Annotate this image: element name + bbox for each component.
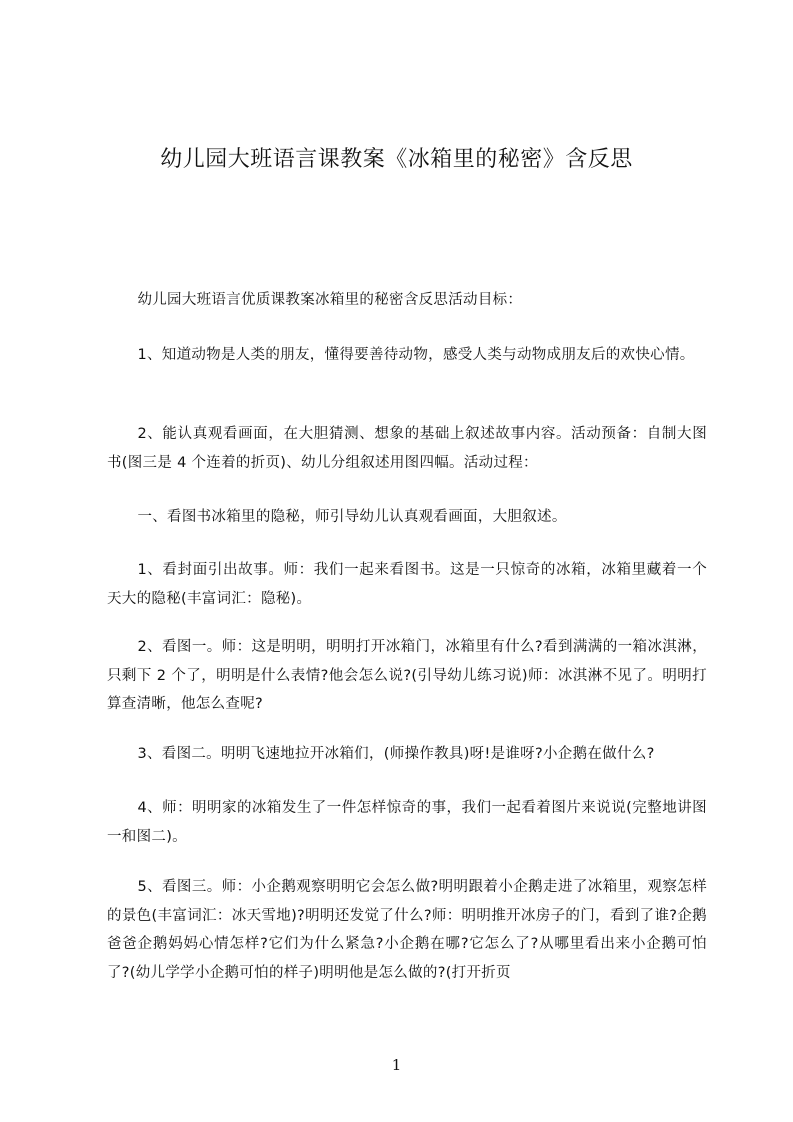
paragraph-goal-1: 1、知道动物是人类的朋友，懂得要善待动物，感受人类与动物成朋友后的欢快心情。 xyxy=(137,347,695,363)
paragraph-step-3: 3、看图二。明明飞速地拉开冰箱们，(师操作教具)呀!是谁呀?小企鹅在做什么? xyxy=(137,746,655,762)
paragraph-goal-2: 2、能认真观看画面，在大胆猜测、想象的基础上叙述故事内容。活动预备：自制大图书(图三是 4 个连着的折页)、幼儿分组叙述用图四幅。活动过程： xyxy=(107,426,707,471)
paragraph-section-1: 一、看图书冰箱里的隐秘，师引导幼儿认真观看画面，大胆叙述。 xyxy=(137,509,567,525)
paragraph-intro: 幼儿园大班语言优质课教案冰箱里的秘密含反思活动目标： xyxy=(137,292,523,308)
paragraph-step-5: 5、看图三。师：小企鹅观察明明它会怎么做?明明跟着小企鹅走进了冰箱里，观察怎样的景色(丰富词汇：冰天雪地)?明明还发觉了什么?师：明明推开冰房子的门，看到了谁?企鹅爸爸企鹅妈妈心情怎样?它们为什么紧急?小企鹅在哪?它怎么了?从哪里看出来小企鹅可怕了?(幼儿学学小企鹅可怕的样子)明明他是怎么做的?(打开折页 xyxy=(107,879,707,981)
paragraph-step-2: 2、看图一。师：这是明明，明明打开冰箱门，冰箱里有什么?看到满满的一箱冰淇淋，只剩下 2 个了，明明是什么表情?他会怎么说?(引导幼儿练习说)师：冰淇淋不见了。明明打算查清晰，他怎么查呢? xyxy=(107,639,707,712)
paragraph-step-1: 1、看封面引出故事。师：我们一起来看图书。这是一只惊奇的冰箱，冰箱里藏着一个天大的隐秘(丰富词汇：隐秘)。 xyxy=(107,562,707,607)
paragraph-step-4: 4、师：明明家的冰箱发生了一件怎样惊奇的事，我们一起看着图片来说说(完整地讲图一和图二)。 xyxy=(107,800,707,845)
page-number: 1 xyxy=(391,1056,402,1074)
document-title: 幼儿园大班语言课教案《冰箱里的秘密》含反思 xyxy=(160,147,633,172)
